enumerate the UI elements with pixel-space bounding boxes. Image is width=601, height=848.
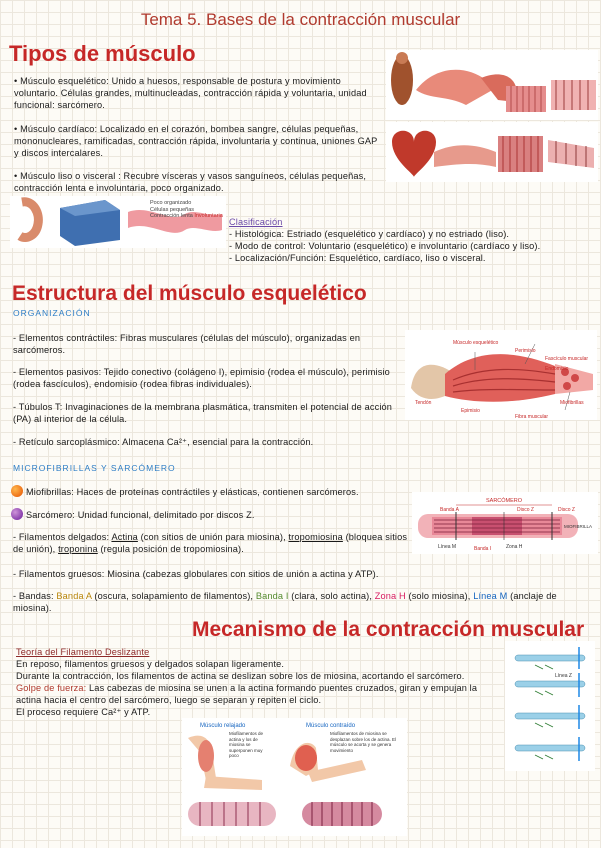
banda-i-term: Banda I: [255, 591, 289, 601]
sarcomere-label: Disco Z: [558, 507, 575, 513]
teoria-title: Teoría del Filamento Deslizante: [16, 647, 150, 657]
sarcomero-paragraph: [11, 508, 411, 521]
actina-desc: (con sitios de unión para miosina),: [137, 532, 289, 542]
delgados-paragraph: [13, 531, 408, 555]
esqueletico-paragraph: • Músculo esquelético: Unido a huesos, responsable de postura y movimiento voluntario. Células grandes, multinucleadas, contracción rápida y voluntaria, unidad funcional: sarcómero.: [14, 76, 367, 110]
proceso-text: El proceso requiere Ca²⁺ y ATP.: [16, 707, 151, 717]
figure-label: Miofibrillas: [560, 400, 584, 406]
sarcomere-label: Banda A: [440, 507, 459, 513]
reticulo-paragraph: - Retículo sarcoplásmico: Almacena Ca²⁺, esencial para la contracción.: [13, 437, 314, 447]
purple-dot-icon: [11, 508, 23, 520]
clasificacion-block: [229, 216, 599, 264]
zona-h-term: Zona H: [374, 591, 406, 601]
troponina-term: troponina: [58, 544, 98, 554]
pasivos-paragraph: - Elementos pasivos: Tejido conectivo (colágeno I), epimisio (rodea el músculo), perimisio (rodea fascículos), endomisio (rodea fibras individuales).: [13, 367, 390, 389]
smooth-muscle-figure-labels: [150, 200, 230, 220]
figure-label: Perimisio: [515, 348, 536, 354]
figure-label: Tendón: [415, 400, 432, 406]
page-title: Tema 5. Bases de la contracción muscular: [140, 10, 461, 29]
skeletal-muscle-illustration: [386, 50, 598, 120]
sarcomere-label: MIOFIBRILLA: [564, 524, 593, 529]
delgados-prefix: - Filamentos delgados:: [13, 532, 112, 542]
muscle-structure-illustration: [405, 330, 597, 420]
figure-label: Contracción lenta: [150, 213, 193, 219]
sarcomere-label: Línea M: [438, 544, 457, 550]
contraido-label: Músculo contraído: [306, 723, 356, 729]
actina-term: Actina: [111, 532, 138, 542]
banda-a-term: Banda A: [56, 591, 92, 601]
relajado-description: Miofilamentos de actina y los de miosina se superponen muy poco: [229, 731, 264, 758]
banda-i-desc: (clara, solo actina),: [288, 591, 375, 601]
clasificacion-item: - Localización/Función: Esquelético, cardíaco, liso o visceral.: [229, 253, 486, 263]
figure-label: Poco organizado: [150, 200, 192, 206]
sarcomere-label: Disco Z: [517, 507, 534, 513]
liso-paragraph: • Músculo liso o visceral : Recubre vísceras y vasos sanguíneos, células pequeñas, contracción lenta e involuntaria, poco organizado.: [14, 171, 367, 193]
figure-label: Línea Z: [555, 673, 572, 679]
microfibrillas-subtitle: MICROFIBRILLAS Y SARCÓMERO: [13, 463, 176, 473]
sarcomere-illustration: [412, 492, 598, 554]
durante-text: Durante la contracción, los filamentos de actina se deslizan sobre los de miosina, acortando el sarcómero.: [16, 671, 465, 681]
relajado-label: Músculo relajado: [200, 723, 246, 729]
figure-label: Endomisio: [545, 366, 569, 372]
figure-label: Células pequeñas: [150, 206, 195, 213]
clasificacion-title: Clasificación: [229, 217, 283, 227]
figure-label: Músculo esquelético: [453, 340, 499, 346]
sliding-filament-illustration: [505, 641, 595, 771]
section-heading-tipos: Tipos de músculo: [9, 41, 196, 66]
figure-label: Epimisio: [461, 408, 480, 414]
cardiac-muscle-illustration: [386, 122, 598, 182]
clasificacion-item: - Histológica: Estriado (esquelético y cardíaco) y no estriado (liso).: [229, 229, 510, 239]
banda-a-desc: (oscura, solapamiento de filamentos),: [91, 591, 256, 601]
miofibrillas-paragraph: [11, 485, 411, 498]
bandas-prefix: - Bandas:: [13, 591, 57, 601]
contraido-description: Miofilamentos de miosina se desplazan sobre los de actina. El músculo se acorta y se genera movimiento: [330, 731, 397, 753]
linea-m-desc: (anclaje de miosina).: [13, 591, 557, 613]
cardiaco-paragraph: • Músculo cardíaco: Localizado en el corazón, bombea sangre, células pequeñas, mononucleares, ramificadas, contracción rápida, involuntaria y continua, uniones GAP y discos intercalares.: [14, 124, 378, 158]
golpe-label: Golpe de fuerza:: [16, 683, 87, 693]
tropomiosina-term: tropomiosina: [288, 532, 343, 542]
bandas-paragraph: [13, 590, 583, 614]
mecanismo-text-block: [16, 646, 486, 718]
sarcomere-label: Zona H: [506, 544, 523, 550]
gruesos-paragraph: - Filamentos gruesos: Miosina (cabezas globulares con sitios de unión a actina y ATP).: [13, 569, 379, 579]
clasificacion-item: - Modo de control: Voluntario (esquelético) e involuntario (cardíaco y liso).: [229, 241, 541, 251]
contractiles-paragraph: - Elementos contráctiles: Fibras musculares (células del músculo), organizadas en sarcómeros.: [13, 333, 361, 355]
golpe-text: Las cabezas de miosina se unen a la actina formando puentes cruzados, giran y empujan la actina hacia el centro del sarcómero, luego se separan y repiten el ciclo.: [16, 683, 478, 705]
figure-label: Fibra muscular: [515, 414, 549, 420]
orange-dot-icon: [11, 485, 23, 497]
tubulos-paragraph: - Túbulos T: Invaginaciones de la membrana plasmática, transmiten el potencial de acción (PA) al interior de la célula.: [13, 402, 393, 424]
section-heading-estructura: Estructura del músculo esquelético: [12, 282, 367, 305]
figure-label: Involuntaria: [194, 213, 223, 219]
figure-label: Fascículo muscular: [545, 356, 589, 362]
sarcomere-label: Banda I: [474, 546, 492, 552]
reposo-text: En reposo, filamentos gruesos y delgados solapan ligeramente.: [16, 659, 285, 669]
miofibrillas-text: Miofibrillas: Haces de proteínas contráctiles y elásticas, contienen sarcómeros.: [26, 487, 359, 497]
sarcomero-text: Sarcómero: Unidad funcional, delimitado por discos Z.: [26, 510, 255, 520]
section-heading-mecanismo: Mecanismo de la contracción muscular: [192, 618, 585, 641]
organizacion-subtitle: ORGANIZACIÓN: [13, 308, 91, 318]
tropomiosina-desc: (bloquea sitios de unión),: [13, 532, 408, 554]
sarcomere-title: SARCÓMERO: [486, 498, 523, 504]
troponina-desc: (regula posición de tropomiosina).: [97, 544, 244, 554]
linea-m-term: Línea M: [473, 591, 508, 601]
zona-h-desc: (solo miosina),: [405, 591, 474, 601]
